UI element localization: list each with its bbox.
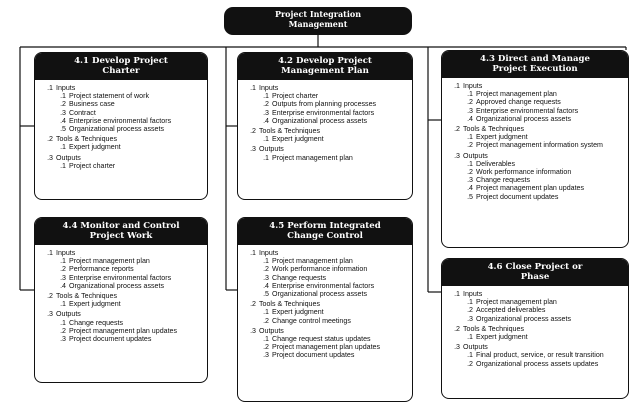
item-number: .1: [263, 335, 269, 344]
item-text: Approved change requests: [476, 98, 561, 107]
item-text: Enterprise environmental factors: [69, 116, 172, 125]
section-heading: [446, 125, 624, 133]
process-title: [35, 218, 207, 245]
item-number: .3: [60, 108, 66, 117]
section-item: [242, 117, 408, 125]
section-label: Tools & Techniques: [56, 292, 117, 301]
item-text: Project charter: [272, 92, 319, 101]
item-text: Enterprise environmental factors: [272, 281, 375, 290]
process-section: [446, 343, 624, 368]
process-box-4-4: [34, 217, 208, 383]
item-text: Expert judgment: [272, 135, 324, 144]
item-text: Project management plan: [476, 298, 557, 307]
item-number: .2: [60, 326, 66, 335]
process-body: [442, 78, 628, 205]
section-number: .2: [47, 135, 53, 144]
item-number: .2: [467, 98, 473, 107]
item-number: .2: [263, 343, 269, 352]
section-label: Tools & Techniques: [463, 125, 524, 134]
section-item: [39, 335, 203, 343]
section-label: Tools & Techniques: [463, 324, 524, 333]
item-number: .3: [467, 314, 473, 323]
item-number: .4: [263, 281, 269, 290]
process-section: [39, 249, 203, 290]
item-text: Project management information system: [476, 141, 603, 150]
item-number: .2: [467, 168, 473, 177]
section-number: .3: [47, 153, 53, 162]
section-item: [242, 274, 408, 282]
section-item: [39, 125, 203, 133]
process-title-line: Project Work: [89, 231, 153, 241]
item-text: Deliverables: [476, 159, 516, 168]
process-box-4-5: [237, 217, 413, 402]
section-heading: [446, 290, 624, 298]
section-number: .3: [454, 343, 460, 352]
section-label: Inputs: [56, 249, 76, 257]
item-text: Project document updates: [476, 192, 559, 201]
item-number: .2: [60, 100, 66, 109]
section-item: [446, 193, 624, 201]
section-heading: [39, 84, 203, 92]
item-text: Project management plan: [272, 153, 353, 162]
section-item: [242, 135, 408, 143]
section-item: [242, 308, 408, 316]
section-item: [446, 98, 624, 106]
item-number: .4: [467, 114, 473, 123]
item-number: .5: [263, 290, 269, 299]
section-label: Tools & Techniques: [56, 135, 117, 144]
item-number: .1: [263, 153, 269, 162]
section-number: .2: [454, 125, 460, 134]
item-number: .4: [263, 116, 269, 125]
item-number: .2: [263, 316, 269, 325]
section-heading: [242, 145, 408, 153]
section-item: [39, 162, 203, 170]
section-heading: [242, 249, 408, 257]
process-title: [238, 218, 412, 245]
section-label: Inputs: [463, 290, 483, 298]
section-item: [446, 306, 624, 314]
item-text: Project management plan updates: [476, 184, 585, 193]
section-item: [242, 265, 408, 273]
item-number: .2: [467, 141, 473, 150]
item-number: .1: [60, 318, 66, 327]
item-number: .4: [60, 116, 66, 125]
item-number: .2: [60, 265, 66, 274]
section-heading: [242, 300, 408, 308]
section-item: [446, 115, 624, 123]
item-number: .5: [60, 125, 66, 134]
section-item: [39, 257, 203, 265]
process-title-line: 4.3 Direct and Manage: [479, 54, 591, 64]
section-number: .1: [250, 249, 256, 257]
section-item: [446, 315, 624, 323]
process-body: [35, 245, 207, 347]
section-item: [446, 360, 624, 368]
process-section: [242, 127, 408, 143]
item-text: Organizational process assets: [69, 125, 165, 134]
root-title-line-2: Management: [288, 18, 348, 29]
item-number: .5: [467, 192, 473, 201]
section-heading: [242, 327, 408, 335]
item-number: .1: [60, 161, 66, 170]
process-title: [442, 259, 628, 286]
item-text: Enterprise environmental factors: [476, 106, 579, 115]
item-number: .1: [263, 135, 269, 144]
item-text: Project charter: [69, 161, 116, 170]
item-number: .1: [60, 92, 66, 101]
section-label: Outputs: [259, 326, 284, 335]
item-number: .4: [467, 184, 473, 193]
item-number: .1: [60, 143, 66, 152]
section-item: [242, 154, 408, 162]
section-label: Tools & Techniques: [259, 127, 320, 136]
section-item: [242, 335, 408, 343]
section-item: [242, 92, 408, 100]
section-number: .2: [250, 300, 256, 309]
section-item: [446, 133, 624, 141]
item-text: Project document updates: [272, 351, 355, 360]
section-item: [242, 282, 408, 290]
process-title-line: 4.5 Perform Integrated: [269, 221, 381, 231]
process-title-line: Charter: [102, 66, 140, 76]
item-number: .3: [467, 106, 473, 115]
process-section: [39, 154, 203, 170]
item-text: Organizational process assets: [476, 114, 572, 123]
section-heading: [39, 249, 203, 257]
process-section: [242, 300, 408, 325]
section-number: .2: [454, 324, 460, 333]
section-label: Inputs: [259, 249, 279, 257]
root-title-box: [224, 7, 412, 35]
section-heading: [446, 82, 624, 90]
section-label: Outputs: [463, 343, 488, 352]
root-title-line-1: Project Integration: [274, 9, 362, 19]
section-item: [39, 109, 203, 117]
section-heading: [446, 325, 624, 333]
section-number: .3: [250, 326, 256, 335]
section-heading: [446, 343, 624, 351]
item-number: .2: [263, 100, 269, 109]
section-number: .3: [250, 145, 256, 154]
section-item: [242, 317, 408, 325]
process-section: [242, 145, 408, 161]
process-section: [446, 325, 624, 341]
section-heading: [39, 292, 203, 300]
section-heading: [39, 310, 203, 318]
section-item: [39, 274, 203, 282]
item-text: Expert judgment: [272, 308, 324, 317]
section-label: Outputs: [463, 151, 488, 160]
section-item: [39, 100, 203, 108]
section-item: [39, 117, 203, 125]
process-title: [442, 51, 628, 78]
item-text: Performance reports: [69, 265, 134, 274]
process-title-line: Change Control: [287, 231, 363, 241]
process-title-line: Project Execution: [492, 64, 578, 74]
section-item: [39, 265, 203, 273]
section-item: [446, 176, 624, 184]
section-item: [446, 141, 624, 149]
section-number: .1: [454, 290, 460, 298]
section-item: [446, 168, 624, 176]
section-label: Inputs: [463, 82, 483, 90]
section-item: [446, 107, 624, 115]
item-number: .3: [263, 108, 269, 117]
process-section: [446, 290, 624, 323]
item-number: .3: [60, 335, 66, 344]
section-item: [242, 109, 408, 117]
section-item: [39, 282, 203, 290]
section-number: .1: [47, 84, 53, 92]
item-text: Accepted deliverables: [476, 306, 546, 315]
process-section: [39, 135, 203, 151]
section-number: .1: [250, 84, 256, 92]
section-item: [242, 257, 408, 265]
section-item: [39, 143, 203, 151]
section-item: [446, 298, 624, 306]
process-body: [238, 80, 412, 166]
item-number: .1: [467, 133, 473, 142]
section-label: Tools & Techniques: [259, 300, 320, 309]
process-title-line: Management Plan: [281, 66, 369, 76]
section-item: [446, 160, 624, 168]
process-section: [446, 82, 624, 123]
process-section: [242, 84, 408, 125]
item-number: .1: [467, 159, 473, 168]
item-text: Project document updates: [69, 335, 152, 344]
item-text: Change request status updates: [272, 335, 371, 344]
process-section: [446, 125, 624, 150]
section-number: .2: [250, 127, 256, 136]
process-box-4-6: [441, 258, 629, 399]
process-section: [242, 249, 408, 298]
item-text: Organizational process assets updates: [476, 359, 599, 368]
process-title: [35, 53, 207, 80]
process-title-line: 4.4 Monitor and Control: [62, 221, 180, 231]
item-number: .3: [60, 273, 66, 282]
item-number: .3: [263, 351, 269, 360]
item-text: Organizational process assets: [272, 290, 368, 299]
section-heading: [242, 127, 408, 135]
item-text: Project management plan updates: [272, 343, 381, 352]
item-text: Work performance information: [272, 265, 368, 274]
process-title-line: Phase: [520, 272, 550, 282]
item-number: .1: [467, 351, 473, 360]
item-number: .4: [60, 281, 66, 290]
item-text: Business case: [69, 100, 115, 109]
section-item: [242, 343, 408, 351]
item-number: .1: [60, 257, 66, 266]
item-text: Project management plan: [272, 257, 353, 266]
section-item: [242, 351, 408, 359]
item-text: Organizational process assets: [476, 314, 572, 323]
section-item: [242, 290, 408, 298]
section-item: [39, 319, 203, 327]
item-text: Expert judgment: [476, 133, 528, 142]
item-text: Change requests: [69, 318, 124, 327]
section-number: .3: [47, 310, 53, 319]
section-item: [446, 184, 624, 192]
section-number: .3: [454, 151, 460, 160]
item-text: Expert judgment: [69, 143, 121, 152]
section-item: [39, 300, 203, 308]
process-section: [446, 152, 624, 201]
process-section: [39, 310, 203, 343]
section-item: [242, 100, 408, 108]
item-number: .2: [467, 306, 473, 315]
process-body: [35, 80, 207, 174]
item-number: .1: [263, 257, 269, 266]
process-box-4-1: [34, 52, 208, 200]
section-heading: [39, 135, 203, 143]
item-number: .1: [467, 90, 473, 99]
item-text: Change control meetings: [272, 316, 351, 325]
process-title-line: 4.2 Develop Project: [278, 56, 372, 66]
item-text: Project management plan updates: [69, 326, 178, 335]
item-number: .1: [467, 333, 473, 342]
section-label: Outputs: [56, 310, 81, 319]
section-item: [39, 327, 203, 335]
section-item: [446, 90, 624, 98]
section-heading: [39, 154, 203, 162]
section-number: .1: [454, 82, 460, 90]
process-box-4-2: [237, 52, 413, 200]
process-section: [39, 84, 203, 133]
section-label: Inputs: [56, 84, 76, 92]
item-number: .1: [263, 308, 269, 317]
item-number: .3: [263, 273, 269, 282]
process-section: [242, 327, 408, 360]
item-text: Enterprise environmental factors: [272, 108, 375, 117]
process-section: [39, 292, 203, 308]
section-number: .1: [47, 249, 53, 257]
item-text: Contract: [69, 108, 96, 117]
item-number: .1: [60, 300, 66, 309]
item-text: Final product, service, or result transition: [476, 351, 604, 360]
item-number: .3: [467, 176, 473, 185]
section-label: Outputs: [56, 153, 81, 162]
item-text: Project statement of work: [69, 92, 150, 101]
item-text: Work performance information: [476, 168, 572, 177]
item-text: Expert judgment: [476, 333, 528, 342]
section-label: Inputs: [259, 84, 279, 92]
item-text: Organizational process assets: [272, 116, 368, 125]
section-item: [446, 333, 624, 341]
section-heading: [446, 152, 624, 160]
item-number: .2: [263, 265, 269, 274]
item-text: Expert judgment: [69, 300, 121, 309]
process-body: [442, 286, 628, 372]
item-number: .2: [467, 359, 473, 368]
item-text: Enterprise environmental factors: [69, 273, 172, 282]
section-label: Outputs: [259, 145, 284, 154]
process-body: [238, 245, 412, 364]
item-text: Change requests: [272, 273, 327, 282]
item-text: Project management plan: [69, 257, 150, 266]
process-title-line: 4.6 Close Project or: [487, 262, 583, 272]
process-title: [238, 53, 412, 80]
process-box-4-3: [441, 50, 629, 248]
item-text: Project management plan: [476, 90, 557, 99]
section-number: .2: [47, 292, 53, 301]
section-item: [39, 92, 203, 100]
section-item: [446, 351, 624, 359]
section-heading: [242, 84, 408, 92]
item-number: .1: [467, 298, 473, 307]
item-text: Outputs from planning processes: [272, 100, 377, 109]
item-number: .1: [263, 92, 269, 101]
process-title-line: 4.1 Develop Project: [74, 56, 168, 66]
item-text: Change requests: [476, 176, 531, 185]
item-text: Organizational process assets: [69, 281, 165, 290]
